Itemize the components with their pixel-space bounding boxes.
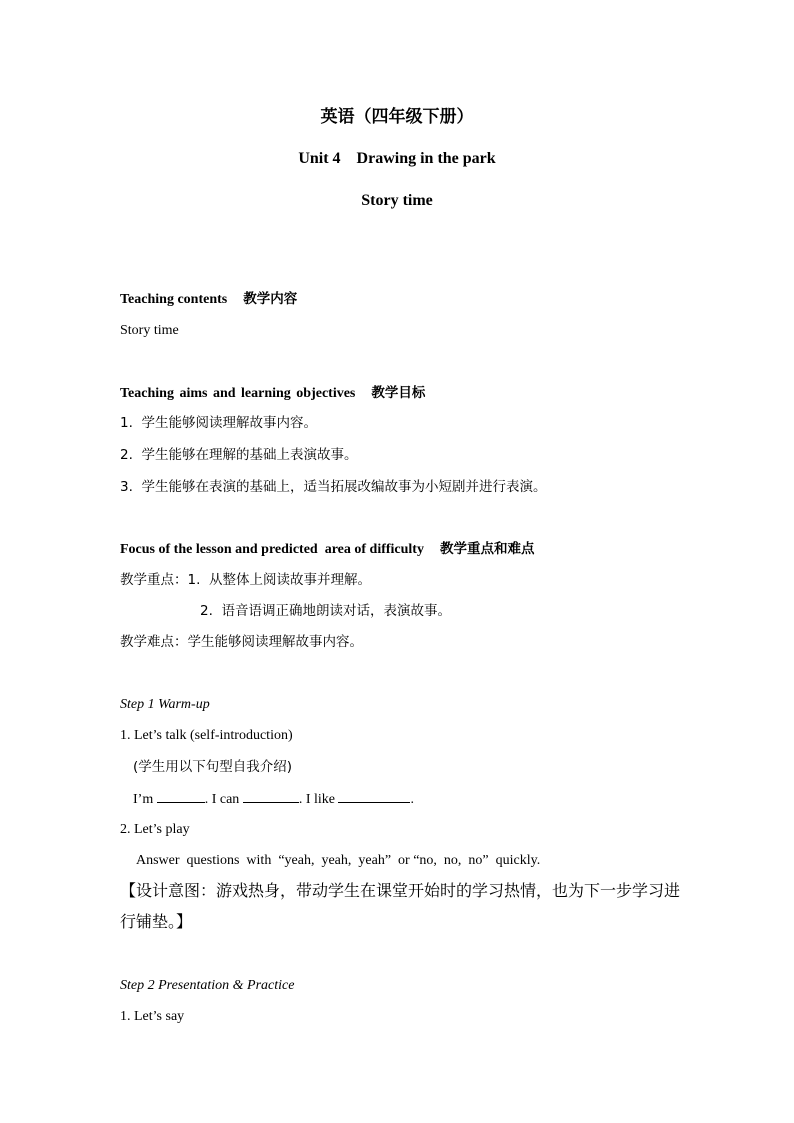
- aims-item-1: 1. 学生能够阅读理解故事内容。: [120, 415, 317, 431]
- step2-title: Step 2 Presentation & Practice: [120, 978, 295, 993]
- pattern-im: I’m: [133, 792, 154, 807]
- blank-line: [157, 790, 205, 803]
- contents-heading-cn: 教学内容: [243, 291, 298, 307]
- focus-difficulty: 教学难点：学生能够阅读理解故事内容。: [120, 634, 363, 650]
- contents-heading: [120, 290, 297, 309]
- step2-item-1: 1. Let’s say: [120, 1009, 185, 1024]
- pattern-end: .: [410, 792, 414, 807]
- contents-heading-en: Teaching contents: [120, 292, 228, 307]
- focus-heading: [120, 540, 534, 559]
- step1-item-1-note: (学生用以下句型自我介绍): [133, 759, 293, 775]
- step1-item-2: 2. Let’s play: [120, 822, 190, 837]
- design-intent-line-1: 【设计意图：游戏热身，带动学生在课堂开始时的学习热情，也为下一步学习进: [120, 881, 681, 900]
- unit-title: Unit 4 Drawing in the park: [298, 150, 496, 167]
- aims-heading-en: Teaching aims and learning objectives: [120, 386, 356, 401]
- step1-title: Step 1 Warm-up: [120, 697, 210, 712]
- document-title: 英语（四年级下册）: [320, 107, 474, 127]
- aims-item-3: 3. 学生能够在表演的基础上，适当拓展改编故事为小短剧并进行表演。: [120, 479, 547, 495]
- focus-key-label: 教学重点：: [120, 572, 188, 588]
- pattern-can: . I can: [204, 792, 240, 807]
- sentence-pattern: [133, 790, 414, 809]
- design-intent-line-2: 行铺垫。】: [120, 912, 193, 931]
- step1-item-2-text: Answer questions with “yeah, yeah, yeah” or “no, no, no” quickly.: [136, 853, 541, 868]
- focus-heading-cn: 教学重点和难点: [439, 541, 535, 557]
- aims-heading-cn: 教学目标: [371, 385, 426, 401]
- aims-item-2: 2. 学生能够在理解的基础上表演故事。: [120, 447, 358, 463]
- section-title: Story time: [361, 192, 433, 209]
- aims-heading: [120, 384, 425, 403]
- pattern-like: . I like: [298, 792, 335, 807]
- contents-text: Story time: [120, 323, 179, 338]
- focus-heading-en: Focus of the lesson and predicted area of difficulty: [120, 542, 424, 557]
- focus-key-2: 2. 语音语调正确地朗读对话，表演故事。: [200, 603, 451, 619]
- blank-line: [338, 790, 410, 803]
- step1-item-1: 1. Let’s talk (self-introduction): [120, 728, 293, 743]
- blank-line: [243, 790, 299, 803]
- focus-key-row: [120, 571, 371, 589]
- focus-key-1: 1. 从整体上阅读故事并理解。: [187, 572, 371, 588]
